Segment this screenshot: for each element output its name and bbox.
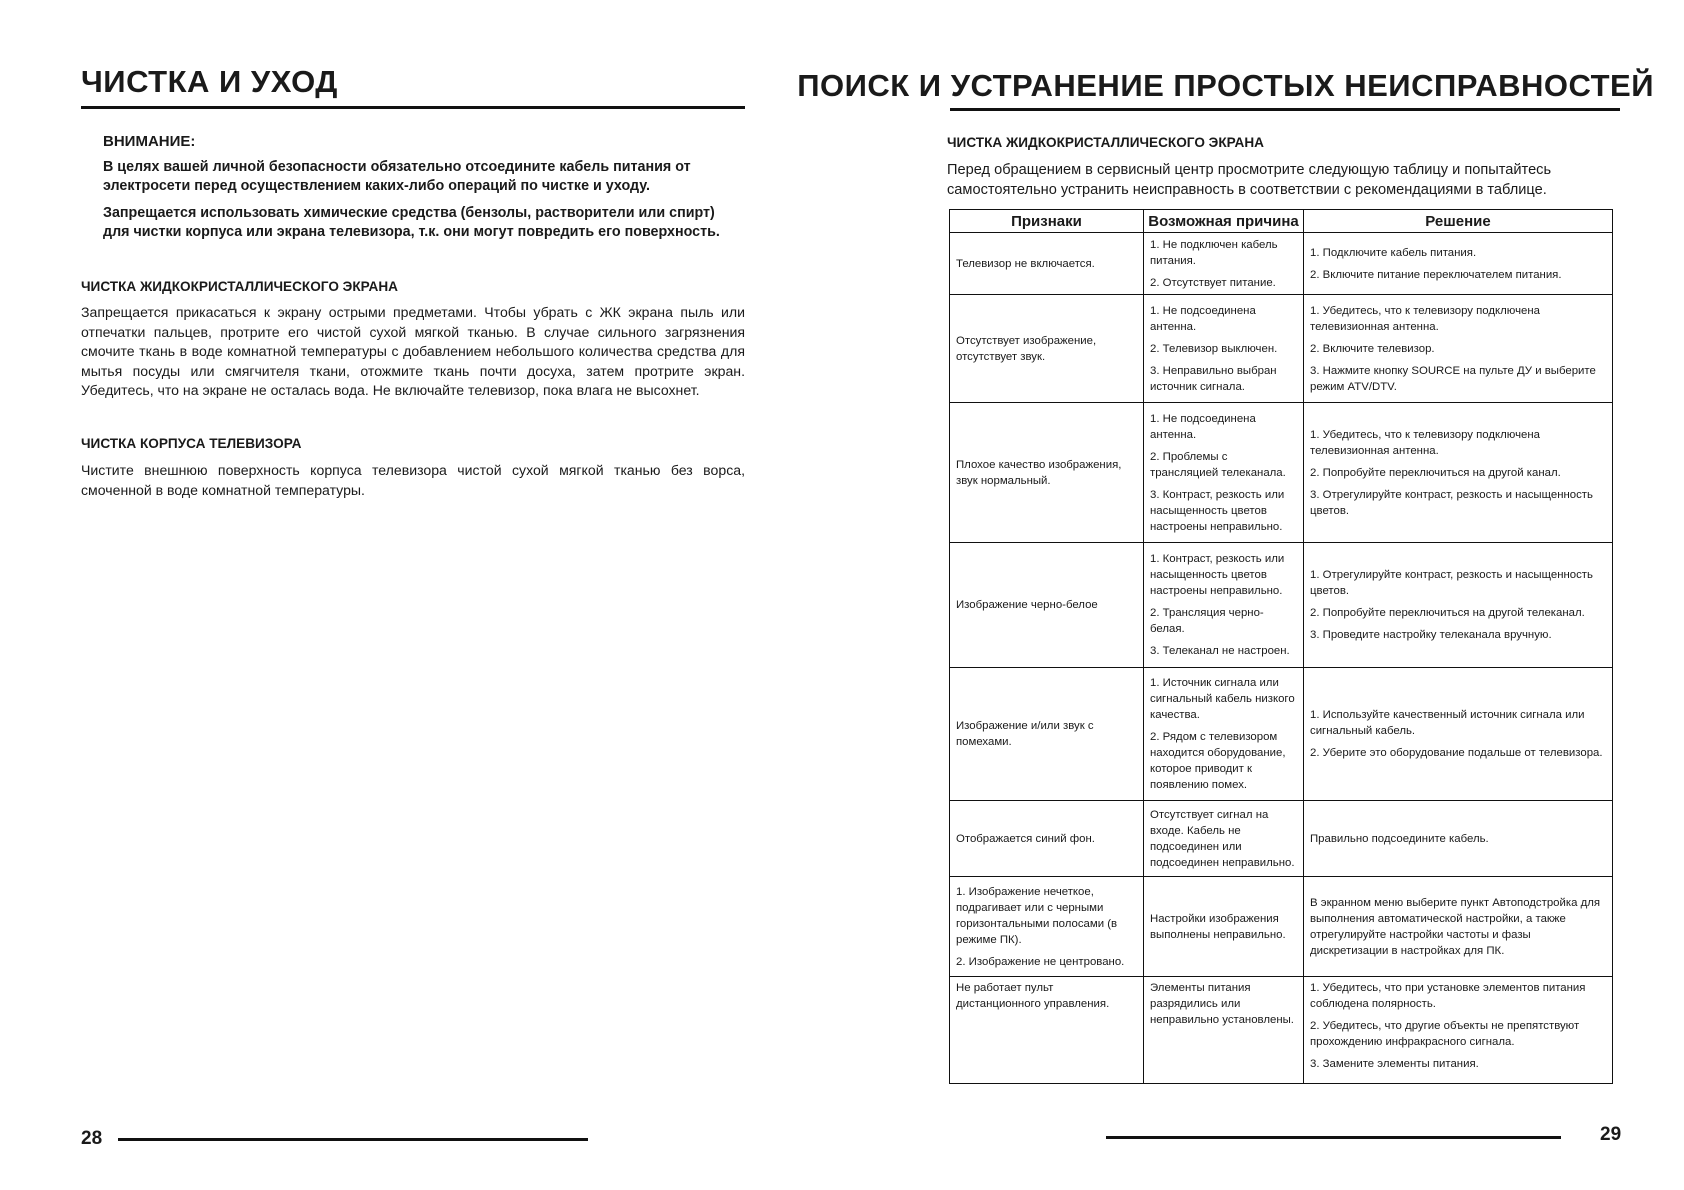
- title-underline: [81, 106, 745, 109]
- cell-line: 2. Попробуйте переключиться на другой канал.: [1310, 466, 1561, 479]
- cell-line: 1. Источник сигнала или сигнальный кабель низкого качества.: [1150, 677, 1295, 721]
- table-row: [950, 668, 1613, 801]
- intro-text: Перед обращением в сервисный центр просмотрите следующую таблицу и попытайтесь самостоятельно устранить неисправность в соответствии с рекомендациями в таблице.: [947, 162, 1552, 198]
- cause-cell: [1144, 801, 1304, 877]
- solution-cell: [1304, 877, 1613, 977]
- table-row: [950, 403, 1613, 543]
- solution-cell: [1304, 543, 1613, 668]
- table-header-row: [950, 210, 1613, 233]
- cell-line: 2. Проблемы с трансляцией телеканала.: [1150, 450, 1286, 479]
- cell-line: Изображение и/или звук с помехами.: [956, 720, 1094, 748]
- warning-paragraph-chemicals: Запрещается использовать химические средства (бензолы, растворители или спирт) для чистки корпуса или экрана телевизора, т.к. они могут повредить его поверхность.: [103, 205, 720, 240]
- symptom-cell: [950, 668, 1144, 801]
- solution-cell: [1304, 233, 1613, 295]
- cell-line: 3. Нажмите кнопку SOURCE на пульте ДУ и выберите режим ATV/DTV.: [1310, 364, 1596, 393]
- cell-line: Отображается синий фон.: [956, 832, 1095, 845]
- page-number: 28: [81, 1128, 103, 1149]
- symptom-cell: [950, 233, 1144, 295]
- cell-line: Отсутствует сигнал на входе. Кабель не подсоединен или подсоединен неправильно.: [1150, 808, 1295, 869]
- solution-cell: [1304, 403, 1613, 543]
- footer-rule: [118, 1138, 588, 1141]
- column-header-cause: Возможная причина: [1144, 210, 1304, 233]
- warning-heading: ВНИМАНИЕ:: [103, 133, 196, 150]
- cell-line: В экранном меню выберите пункт Автоподстройка для выполнения автоматической настройки, а также отрегулируйте настройки частоты и фазы дискретизации в настройках для ПК.: [1310, 896, 1601, 957]
- cell-line: 3. Неправильно выбран источник сигнала.: [1150, 364, 1277, 393]
- cell-line: 2. Телевизор выключен.: [1150, 342, 1278, 355]
- solution-cell: [1304, 801, 1613, 877]
- table-row: [950, 295, 1613, 403]
- cell-line: Настройки изображения выполнены неправильно.: [1150, 912, 1286, 941]
- section-heading-screen-cleaning: ЧИСТКА ЖИДКОКРИСТАЛЛИЧЕСКОГО ЭКРАНА: [81, 279, 398, 294]
- cell-line: 1. Не подсоединена антенна.: [1150, 304, 1256, 333]
- cell-line: 1. Убедитесь, что к телевизору подключена телевизионная антенна.: [1310, 304, 1540, 333]
- cell-line: Плохое качество изображения, звук нормальный.: [956, 458, 1122, 487]
- cell-line: 3. Телеканал не настроен.: [1150, 645, 1290, 657]
- cell-line: 1. Используйте качественный источник сигнала или сигнальный кабель.: [1310, 709, 1585, 737]
- cell-line: 3. Проведите настройку телеканала вручную.: [1310, 629, 1552, 641]
- cell-line: 2. Отсутствует питание.: [1150, 276, 1276, 289]
- table-row: [950, 543, 1613, 668]
- troubleshooting-table: [949, 209, 1613, 1084]
- cell-line: 2. Включите питание переключателем питания.: [1310, 268, 1562, 281]
- cell-line: 2. Попробуйте переключиться на другой телеканал.: [1310, 607, 1585, 619]
- cell-line: 1. Контраст, резкость или насыщенность цветов настроены неправильно.: [1150, 553, 1285, 597]
- cell-line: 1. Изображение нечеткое, подрагивает или с черными горизонтальными полосами (в режиме ПК).: [956, 885, 1118, 946]
- section-text-case-cleaning: Чистите внешнюю поверхность корпуса телевизора чистой сухой мягкой тканью без ворса, смоченной в воде комнатной температуры.: [81, 462, 745, 498]
- cause-cell: [1144, 295, 1304, 403]
- cause-cell: [1144, 668, 1304, 801]
- cause-cell: [1144, 233, 1304, 295]
- cell-line: 1. Убедитесь, что при установке элементов питания соблюдена полярность.: [1310, 982, 1586, 1010]
- cell-line: 2. Изображение не центровано.: [956, 955, 1125, 968]
- cell-line: 2. Убедитесь, что другие объекты не препятствуют прохождению инфракрасного сигнала.: [1310, 1020, 1580, 1048]
- table-row: [950, 233, 1613, 295]
- page-title: ПОИСК И УСТРАНЕНИЕ ПРОСТЫХ НЕИСПРАВНОСТЕЙ: [797, 68, 1654, 103]
- cell-line: 3. Отрегулируйте контраст, резкость и насыщенность цветов.: [1310, 488, 1593, 517]
- symptom-cell: [950, 295, 1144, 403]
- cell-line: 2. Трансляция черно-белая.: [1150, 607, 1264, 635]
- symptom-cell: [950, 543, 1144, 668]
- cell-line: 2. Рядом с телевизором находится оборудование, которое приводит к появлению помех.: [1150, 731, 1286, 791]
- cell-line: Правильно подсоедините кабель.: [1310, 832, 1489, 845]
- cell-line: 2. Уберите это оборудование подальше от телевизора.: [1310, 747, 1603, 759]
- symptom-cell: [950, 877, 1144, 977]
- cell-line: 2. Включите телевизор.: [1310, 342, 1435, 355]
- table-row: [950, 877, 1613, 977]
- cell-line: 1. Не подключен кабель питания.: [1150, 238, 1278, 267]
- cell-line: 1. Отрегулируйте контраст, резкость и насыщенность цветов.: [1310, 569, 1593, 597]
- cause-cell: [1144, 877, 1304, 977]
- column-header-symptoms: Признаки: [950, 210, 1144, 233]
- section-heading-case-cleaning: ЧИСТКА КОРПУСА ТЕЛЕВИЗОРА: [81, 436, 302, 451]
- table-row: [950, 977, 1613, 1084]
- cell-line: 1. Подключите кабель питания.: [1310, 246, 1477, 259]
- title-underline: [950, 108, 1620, 111]
- table-body: [950, 233, 1613, 1084]
- cell-line: 3. Контраст, резкость или насыщенность цветов настроены неправильно.: [1150, 488, 1285, 533]
- cell-line: 1. Убедитесь, что к телевизору подключена телевизионная антенна.: [1310, 428, 1540, 457]
- solution-cell: [1304, 668, 1613, 801]
- footer-rule: [1106, 1136, 1561, 1139]
- warning-paragraph-safety: В целях вашей личной безопасности обязательно отсоедините кабель питания от электросети перед осуществлением каких-либо операций по чистке и уходу.: [103, 159, 691, 194]
- cell-line: 1. Не подсоединена антенна.: [1150, 412, 1256, 441]
- table-row: [950, 801, 1613, 877]
- symptom-cell: [950, 977, 1144, 1084]
- page-number: 29: [1600, 1124, 1622, 1145]
- section-text-screen-cleaning: Запрещается прикасаться к экрану острыми предметами. Чтобы убрать с ЖК экрана пыль или отпечатки пальцев, протрите его чистой сухой мягкой тканью. В случае сильного загрязнения смочите ткань в воде комнатной температуры с добавлением небольшого количества средства для мытья посуды или смягчителя ткани, отожмите ткань почти досуха, затем протрите экран. Убедитесь, что на экране не осталась вода. Не включайте телевизор, пока влага не высохнет.: [81, 304, 745, 398]
- cell-line: 3. Замените элементы питания.: [1310, 1058, 1479, 1070]
- right-page: [797, 0, 1684, 1190]
- cell-line: Телевизор не включается.: [956, 257, 1095, 270]
- column-header-solution: Решение: [1304, 210, 1613, 233]
- cell-line: Отсутствует изображение, отсутствует звук.: [956, 334, 1097, 363]
- solution-cell: [1304, 977, 1613, 1084]
- cause-cell: [1144, 543, 1304, 668]
- symptom-cell: [950, 403, 1144, 543]
- cell-line: Не работает пульт дистанционного управления.: [956, 982, 1110, 1010]
- symptom-cell: [950, 801, 1144, 877]
- page-title: ЧИСТКА И УХОД: [81, 64, 338, 99]
- cell-line: Элементы питания разрядились или неправильно установлены.: [1150, 982, 1294, 1026]
- cause-cell: [1144, 403, 1304, 543]
- solution-cell: [1304, 295, 1613, 403]
- section-heading: ЧИСТКА ЖИДКОКРИСТАЛЛИЧЕСКОГО ЭКРАНА: [947, 135, 1264, 150]
- cell-line: Изображение черно-белое: [956, 599, 1098, 611]
- cause-cell: [1144, 977, 1304, 1084]
